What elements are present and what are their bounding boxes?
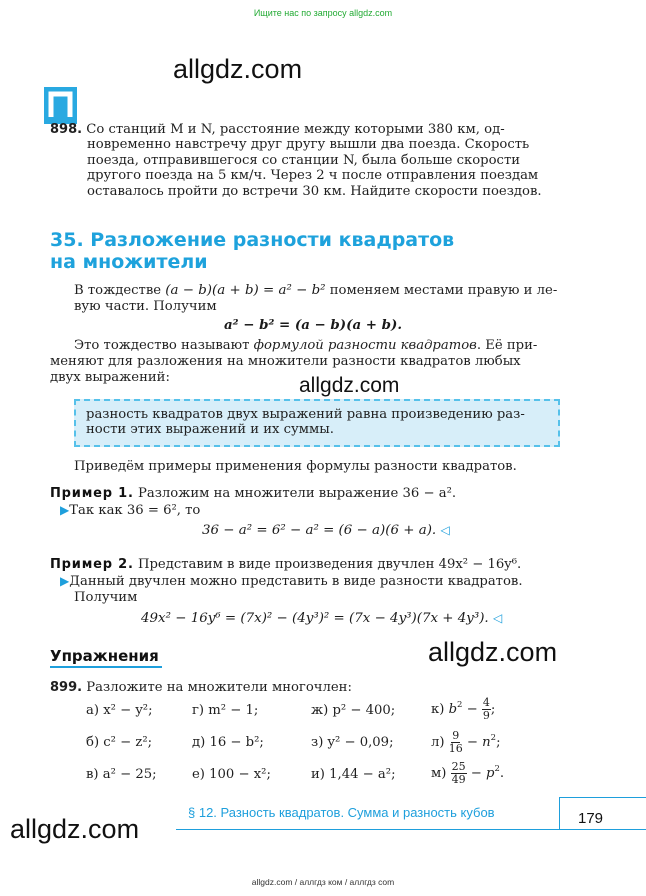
- solution-end-icon: ◁: [492, 611, 503, 625]
- term-emphasis: формулой разности квадратов: [253, 338, 477, 353]
- intro-line-2: вую части. Получим: [74, 299, 217, 314]
- example-heading: Пример 1.: [50, 486, 134, 501]
- exercise-item: д) 16 − b²;: [192, 735, 264, 750]
- exercise-item: л) $\frac{9}{16}$ − $n^2$;: [431, 729, 501, 755]
- exercise-item: к) $b^2$ − $\frac{4}{9}$ ;: [431, 696, 496, 722]
- example-1-solution: [60, 503, 200, 518]
- example-text: Представим в виде произведения двучлен 49x² − 16y⁶.: [137, 557, 522, 572]
- problem-line: Со станций M и N, расстояние между которыми 380 км, од-: [86, 122, 505, 137]
- example-1: [50, 486, 456, 501]
- footer-rule: [559, 797, 646, 798]
- section-title-line: на множители: [50, 251, 208, 273]
- exercise-item: и) 1,44 − a²;: [311, 767, 396, 782]
- exercises-underline: [50, 666, 162, 668]
- example-2: [50, 557, 521, 572]
- formula-inline: (a − b)(a + b) = a² − b²: [165, 283, 326, 298]
- footer-rule: [176, 829, 646, 830]
- exercise-item: а) x² − y²;: [86, 703, 153, 718]
- watermark: allgdz.com: [428, 637, 558, 667]
- exercise-number: 899.: [50, 680, 83, 695]
- badge-icon: [44, 87, 77, 124]
- problem-line: другого поезда на 5 км/ч. Через 2 ч после отправления поездам: [87, 168, 539, 184]
- problem-line: оставалось пройти до встречи 30 км. Найдите скорости поездов.: [87, 183, 542, 199]
- para2-line-2: меняют для разложения на множители разности квадратов любых: [50, 354, 521, 369]
- top-banner[interactable]: Ищите нас по запросу allgdz.com: [253, 8, 393, 18]
- problem-number: 898.: [50, 122, 83, 137]
- exercise-item: в) a² − 25;: [86, 767, 157, 782]
- exercise-item: е) 100 − x²;: [192, 767, 271, 782]
- para2-line-1: [74, 338, 537, 353]
- bottom-banner[interactable]: allgdz.com / аллгдз ком / аллгдз com: [251, 877, 395, 887]
- solution-text: Данный двучлен можно представить в виде разности квадратов.: [69, 574, 523, 589]
- solution-text: Получим: [74, 590, 138, 605]
- para2-line-3: двух выражений:: [50, 370, 170, 385]
- watermark: allgdz.com: [10, 814, 140, 844]
- watermark: allgdz.com: [173, 54, 303, 84]
- text: . Её при-: [476, 338, 538, 353]
- exercises-heading: Упражнения: [50, 647, 159, 665]
- example-2-solution: [60, 574, 523, 589]
- intro-line-1: [74, 283, 564, 298]
- text: поменяем местами правую и ле-: [329, 283, 558, 298]
- solution-start-icon: ▶: [60, 503, 70, 517]
- solution-start-icon: ▶: [60, 574, 70, 588]
- exercise-item: м) $\frac{25}{49}$ − $p^2$.: [431, 760, 505, 786]
- example-heading: Пример 2.: [50, 557, 134, 572]
- solution-end-icon: ◁: [440, 523, 450, 537]
- section-title: [50, 229, 454, 273]
- exercise-item: б) c² − z²;: [86, 735, 153, 750]
- problem-898: [50, 122, 562, 199]
- exercise-item: ж) p² − 400;: [311, 703, 396, 718]
- formula: 36 − a² = 6² − a² = (6 − a)(6 + a).: [202, 523, 437, 538]
- rule-box: [74, 399, 560, 447]
- example-text: Разложим на множители выражение 36 − a².: [137, 486, 457, 501]
- exercise-899: [50, 680, 352, 695]
- solution-text: Так как 36 = 6², то: [69, 503, 201, 518]
- problem-line: новременно навстречу друг другу вышли два поезда. Скорость: [87, 137, 530, 153]
- example-1-formula: [202, 523, 450, 538]
- text: Это тождество называют: [74, 338, 250, 353]
- problem-line: поезда, отправившегося со станции N, была больше скорости: [87, 152, 521, 168]
- page-number: 179: [578, 810, 604, 827]
- examples-intro: Приведём примеры применения формулы разности квадратов.: [74, 459, 517, 474]
- text: В тождестве: [74, 283, 162, 298]
- exercise-item: з) y² − 0,09;: [311, 735, 394, 750]
- watermark: allgdz.com: [299, 374, 400, 397]
- section-title-line: 35. Разложение разности квадратов: [50, 229, 455, 251]
- rule-line: разность квадратов двух выражений равна произведению раз-: [86, 407, 525, 422]
- formula: 49x² − 16y⁶ = (7x)² − (4y³)² = (7x − 4y³)(7x + 4y³).: [141, 611, 489, 626]
- footer-section-title: § 12. Разность квадратов. Сумма и разность кубов: [188, 805, 495, 820]
- exercise-task: Разложите на множители многочлен:: [86, 680, 352, 695]
- footer-rule: [559, 797, 560, 830]
- rule-line: ности этих выражений и их суммы.: [86, 422, 334, 438]
- exercise-item: г) m² − 1;: [192, 703, 259, 718]
- example-2-formula: [141, 611, 502, 626]
- identity-formula: a² − b² = (a − b)(a + b).: [224, 317, 403, 333]
